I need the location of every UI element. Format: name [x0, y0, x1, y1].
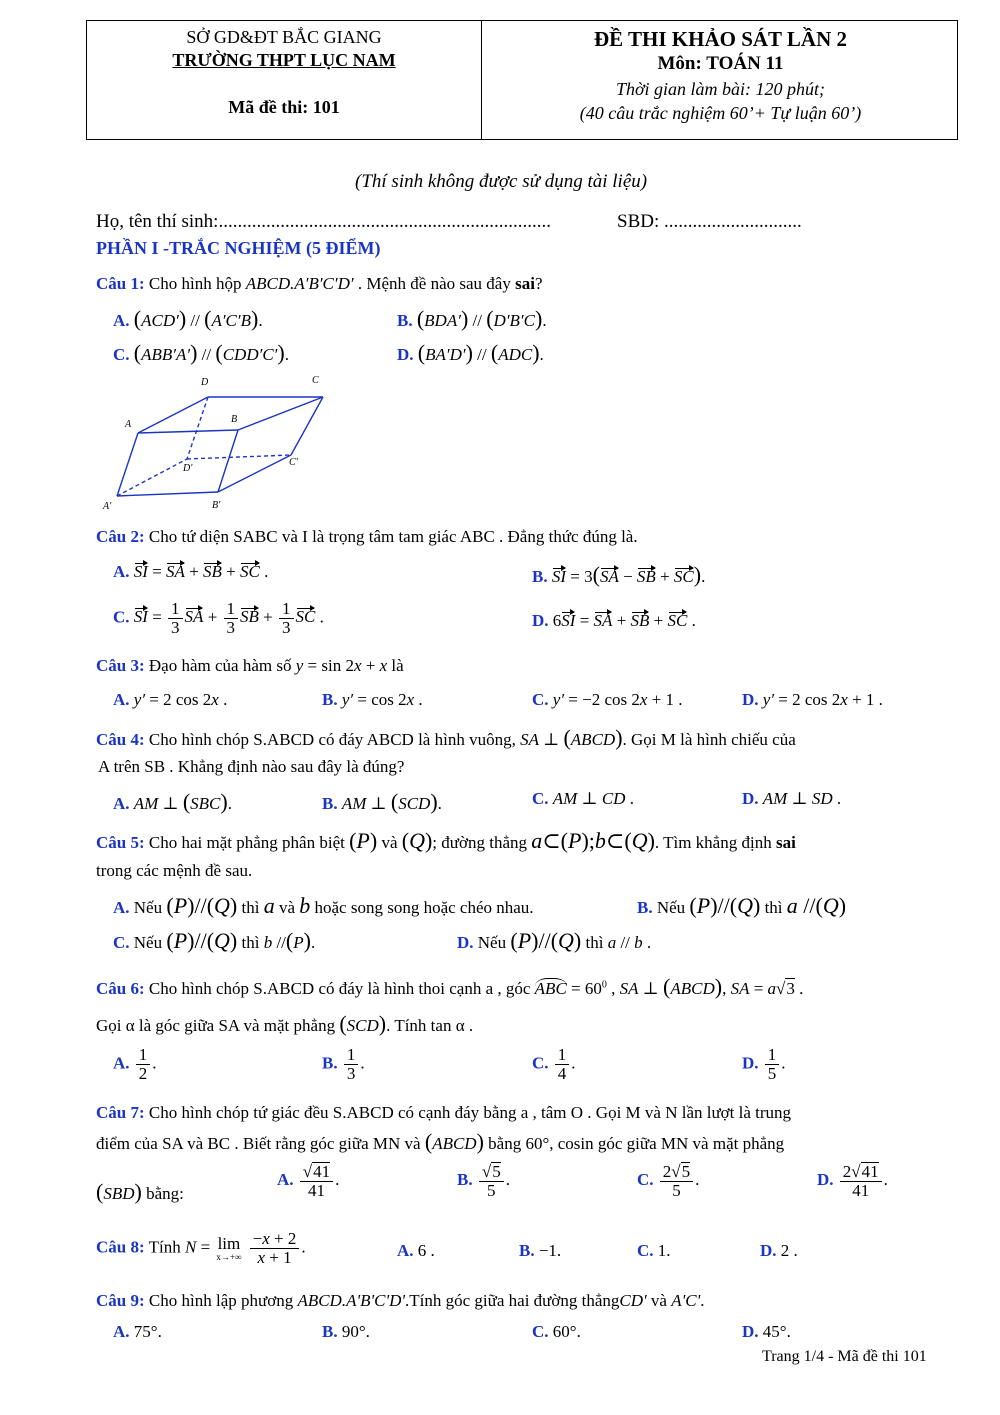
question-7-cont2: (SBD) bằng:	[96, 1179, 184, 1204]
q5-option-b[interactable]: B. Nếu (P)//(Q) thì a //(Q)	[637, 893, 847, 918]
vertex-label-A: A	[125, 419, 132, 430]
candidate-sbd-field: SBD: .............................	[617, 211, 802, 232]
q1-option-b[interactable]: B. (BDA′) // (D′B′C).	[397, 306, 547, 331]
vertex-label-Ap: A'	[103, 501, 112, 512]
q6-option-d[interactable]: D. $\frac{1}{5}$ .	[742, 1045, 786, 1083]
q7-option-d[interactable]: D. $\frac{2√41}{41}$ .	[817, 1162, 888, 1200]
q9-option-a[interactable]: A. 75°.	[113, 1322, 162, 1341]
vertex-label-Cp: C'	[289, 457, 298, 468]
q2-option-d[interactable]: D. 6SI = SA + SB + SC .	[532, 611, 696, 630]
question-9: Câu 9: Cho hình lập phương ABCD.A'B'C'D'.Tính góc giữa hai đường thẳngCD' và A'C'.	[96, 1291, 705, 1310]
q2-option-a[interactable]: A. SI = SA + SB + SC .	[113, 562, 269, 581]
vertex-label-Bp: B'	[212, 500, 221, 511]
exam-code: Mã đề thi: 101	[228, 97, 340, 117]
section-title: PHẦN I -TRẮC NGHIỆM (5 ĐIỂM)	[96, 238, 381, 258]
question-3: Câu 3: Đạo hàm của hàm số y = sin 2x + x là	[96, 656, 404, 675]
q3-option-c[interactable]: C. y′ = −2 cos 2x + 1 .	[532, 690, 683, 709]
vertex-label-B: B	[231, 414, 238, 425]
q8-option-a[interactable]: A. 6 .	[397, 1241, 435, 1260]
q1-option-a[interactable]: A. (ACD′) // (A′C′B).	[113, 306, 263, 331]
q6-option-a[interactable]: A. $\frac{1}{2}$ .	[113, 1045, 157, 1083]
parallelepiped-figure	[95, 372, 325, 517]
vertex-label-C: C	[312, 375, 319, 386]
question-8: Câu 8: Tính N = lim x→+∞ $\frac{-x + 2}{x + 1}$ .	[96, 1229, 306, 1267]
exam-title: ĐỀ THI KHẢO SÁT LẦN 2	[593, 27, 848, 51]
vertex-label-D: D	[201, 377, 209, 388]
vertex-label-Dp: D'	[183, 463, 193, 474]
q2-option-c[interactable]: C. SI = $\frac{1}{3}$ SA + $\frac{1}{3}$ SB + $\frac{1}{3}$ SC .	[113, 599, 324, 637]
q1-option-d[interactable]: D. (BA′D′) // (ADC).	[397, 340, 544, 365]
notice: (Thí sinh không được sử dụng tài liệu)	[355, 171, 648, 192]
q6-option-b[interactable]: B. $\frac{1}{3}$ .	[322, 1045, 365, 1083]
question-4: Câu 4: Cho hình chóp S.ABCD có đáy ABCD là hình vuông, SA ⊥ (ABCD). Gọi M là hình chiếu của	[96, 725, 796, 750]
q8-option-d[interactable]: D. 2 .	[760, 1241, 798, 1260]
q4-option-a[interactable]: A. AM ⊥ (SBC).	[113, 789, 232, 814]
question-5: Câu 5: Cho hai mặt phẳng phân biệt (P) và (Q); đường thẳng a⊂(P);b⊂(Q). Tìm khẳng định sai	[96, 828, 796, 853]
q3-option-a[interactable]: A. y′ = 2 cos 2x .	[113, 690, 228, 709]
q2-option-b[interactable]: B. SI = 3(SA − SB + SC).	[532, 562, 706, 587]
q7-option-b[interactable]: B. $\frac{√5}{5}$ .	[457, 1162, 510, 1200]
subject: Môn: TOÁN 11	[657, 53, 784, 74]
candidate-name-field: Họ, tên thí sinh:......................................................................	[96, 211, 551, 232]
q7-option-c[interactable]: C. $\frac{2√5}{5}$ .	[637, 1162, 700, 1200]
question-6: Câu 6: Cho hình chóp S.ABCD có đáy là hình thoi cạnh a , góc ABC = $60^0$ , SA ⊥ (ABCD), SA = a√3 .	[96, 974, 804, 999]
exam-format: (40 câu trắc nghiệm 60’+ Tự luận 60’)	[579, 103, 862, 123]
school: TRƯỜNG THPT LỤC NAM	[172, 50, 396, 70]
duration: Thời gian làm bài: 120 phút;	[615, 79, 826, 99]
q4-option-b[interactable]: B. AM ⊥ (SCD).	[322, 789, 442, 814]
q4-option-d[interactable]: D. AM ⊥ SD .	[742, 789, 842, 808]
question-label: Câu 1:	[96, 274, 145, 293]
dept: SỞ GD&ĐT BẮC GIANG	[186, 27, 382, 47]
question-4-cont: A trên SB . Khẳng định nào sau đây là đúng?	[98, 757, 405, 776]
q8-option-b[interactable]: B. −1.	[519, 1241, 562, 1260]
question-7-cont: điểm của SA và BC . Biết rằng góc giữa MN và (ABCD) bằng 60°, cosin góc giữa MN và mặt phẳng	[96, 1129, 785, 1154]
q6-option-c[interactable]: C. $\frac{1}{4}$ .	[532, 1045, 576, 1083]
q4-option-c[interactable]: C. AM ⊥ CD .	[532, 789, 634, 808]
page-footer: Trang 1/4 - Mã đề thi 101	[762, 1348, 927, 1365]
question-2: Câu 2: Cho tứ diện SABC và I là trọng tâm tam giác ABC . Đẳng thức đúng là.	[96, 527, 638, 546]
q9-option-c[interactable]: C. 60°.	[532, 1322, 581, 1341]
q9-option-b[interactable]: B. 90°.	[322, 1322, 370, 1341]
question-1: Câu 1: Cho hình hộp ABCD.A′B′C′D′ . Mệnh đề nào sau đây sai?	[96, 274, 543, 293]
question-7: Câu 7: Cho hình chóp tứ giác đều S.ABCD có cạnh đáy bằng a , tâm O . Gọi M và N lần lượt là trung	[96, 1103, 792, 1122]
q1-option-c[interactable]: C. (ABB′A′) // (CDD′C′).	[113, 340, 289, 365]
q5-option-c[interactable]: C. Nếu (P)//(Q) thì b //(P).	[113, 928, 316, 953]
header-box	[86, 20, 958, 140]
q3-option-b[interactable]: B. y′ = cos 2x .	[322, 690, 423, 709]
q5-option-a[interactable]: A. Nếu (P)//(Q) thì a và b hoặc song song hoặc chéo nhau.	[113, 893, 534, 918]
question-6-cont: Gọi α là góc giữa SA và mặt phẳng (SCD). Tính tan α .	[96, 1011, 474, 1036]
question-5-cont: trong các mệnh đề sau.	[96, 861, 253, 880]
q8-option-c[interactable]: C. 1.	[637, 1241, 671, 1260]
q7-option-a[interactable]: A. $\frac{√41}{41}$ .	[277, 1162, 340, 1200]
q3-option-d[interactable]: D. y′ = 2 cos 2x + 1 .	[742, 690, 883, 709]
q9-option-d[interactable]: D. 45°.	[742, 1322, 791, 1341]
q5-option-d[interactable]: D. Nếu (P)//(Q) thì a // b .	[457, 928, 652, 953]
